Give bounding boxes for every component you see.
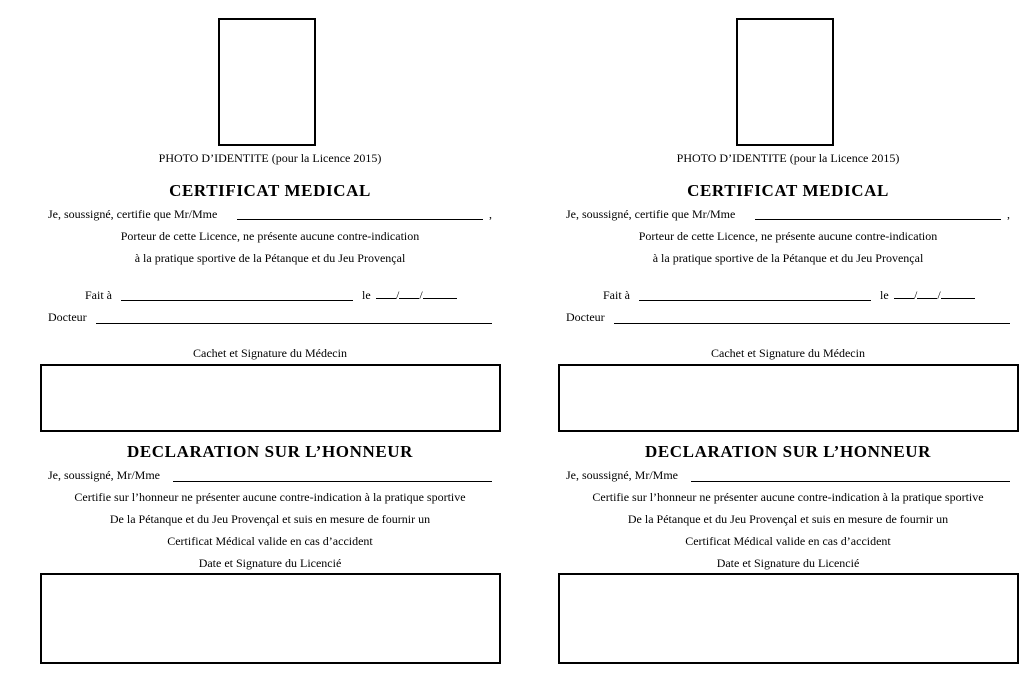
docteur-field[interactable] [614,323,1010,324]
certificate-name-field[interactable] [237,219,483,220]
certificate-name-comma: , [489,207,492,221]
certificate-name-comma: , [1007,207,1010,221]
form-card-left [40,0,530,684]
docteur-label: Docteur [48,310,87,324]
fait-a-field[interactable] [121,300,353,301]
declaration-title: DECLARATION SUR L’HONNEUR [644,442,932,461]
signature-caption: Date et Signature du Licencié [198,556,342,570]
signature-caption: Date et Signature du Licencié [716,556,860,570]
fait-a-label: Fait à [603,288,630,302]
declaration-line-2: Certifie sur l’honneur ne présenter aucune contre-indication à la pratique sportive [592,490,984,504]
fait-a-field[interactable] [639,300,871,301]
certificate-title: CERTIFICAT MEDICAL [687,181,889,200]
certificate-line-2: Porteur de cette Licence, ne présente aucune contre-indication [120,229,420,243]
certificate-title: CERTIFICAT MEDICAL [169,181,371,200]
declaration-title: DECLARATION SUR L’HONNEUR [126,442,414,461]
fait-a-label: Fait à [85,288,112,302]
stamp-caption: Cachet et Signature du Médecin [711,346,865,360]
certificate-name-label: Je, soussigné, certifie que Mr/Mme [566,207,736,221]
photo-caption: PHOTO D’IDENTITE (pour la Licence 2015) [158,151,382,165]
form-card-right [558,0,1035,684]
certificate-line-2: Porteur de cette Licence, ne présente aucune contre-indication [638,229,938,243]
photo-placeholder-box[interactable] [218,18,316,146]
docteur-label: Docteur [566,310,605,324]
declaration-name-label: Je, soussigné, Mr/Mme [566,468,678,482]
photo-caption: PHOTO D’IDENTITE (pour la Licence 2015) [676,151,900,165]
licensee-signature-box[interactable] [558,573,1019,664]
stamp-caption: Cachet et Signature du Médecin [193,346,347,360]
declaration-name-field[interactable] [691,481,1010,482]
doctor-stamp-signature-box[interactable] [40,364,501,432]
declaration-name-label: Je, soussigné, Mr/Mme [48,468,160,482]
certificate-name-label: Je, soussigné, certifie que Mr/Mme [48,207,218,221]
docteur-field[interactable] [96,323,492,324]
licensee-signature-box[interactable] [40,573,501,664]
date-field[interactable]: / / [376,288,457,303]
declaration-line-3: De la Pétanque et du Jeu Provençal et suis en mesure de fournir un [627,512,949,526]
declaration-line-4: Certificat Médical valide en cas d’accident [685,534,891,548]
le-label: le [362,288,371,302]
declaration-line-3: De la Pétanque et du Jeu Provençal et suis en mesure de fournir un [109,512,431,526]
certificate-name-field[interactable] [755,219,1001,220]
declaration-name-field[interactable] [173,481,492,482]
le-label: le [880,288,889,302]
photo-placeholder-box[interactable] [736,18,834,146]
declaration-line-4: Certificat Médical valide en cas d’accident [167,534,373,548]
certificate-line-3: à la pratique sportive de la Pétanque et du Jeu Provençal [652,251,924,265]
certificate-line-3: à la pratique sportive de la Pétanque et du Jeu Provençal [134,251,406,265]
doctor-stamp-signature-box[interactable] [558,364,1019,432]
date-field[interactable]: / / [894,288,975,303]
declaration-line-2: Certifie sur l’honneur ne présenter aucune contre-indication à la pratique sportive [74,490,466,504]
